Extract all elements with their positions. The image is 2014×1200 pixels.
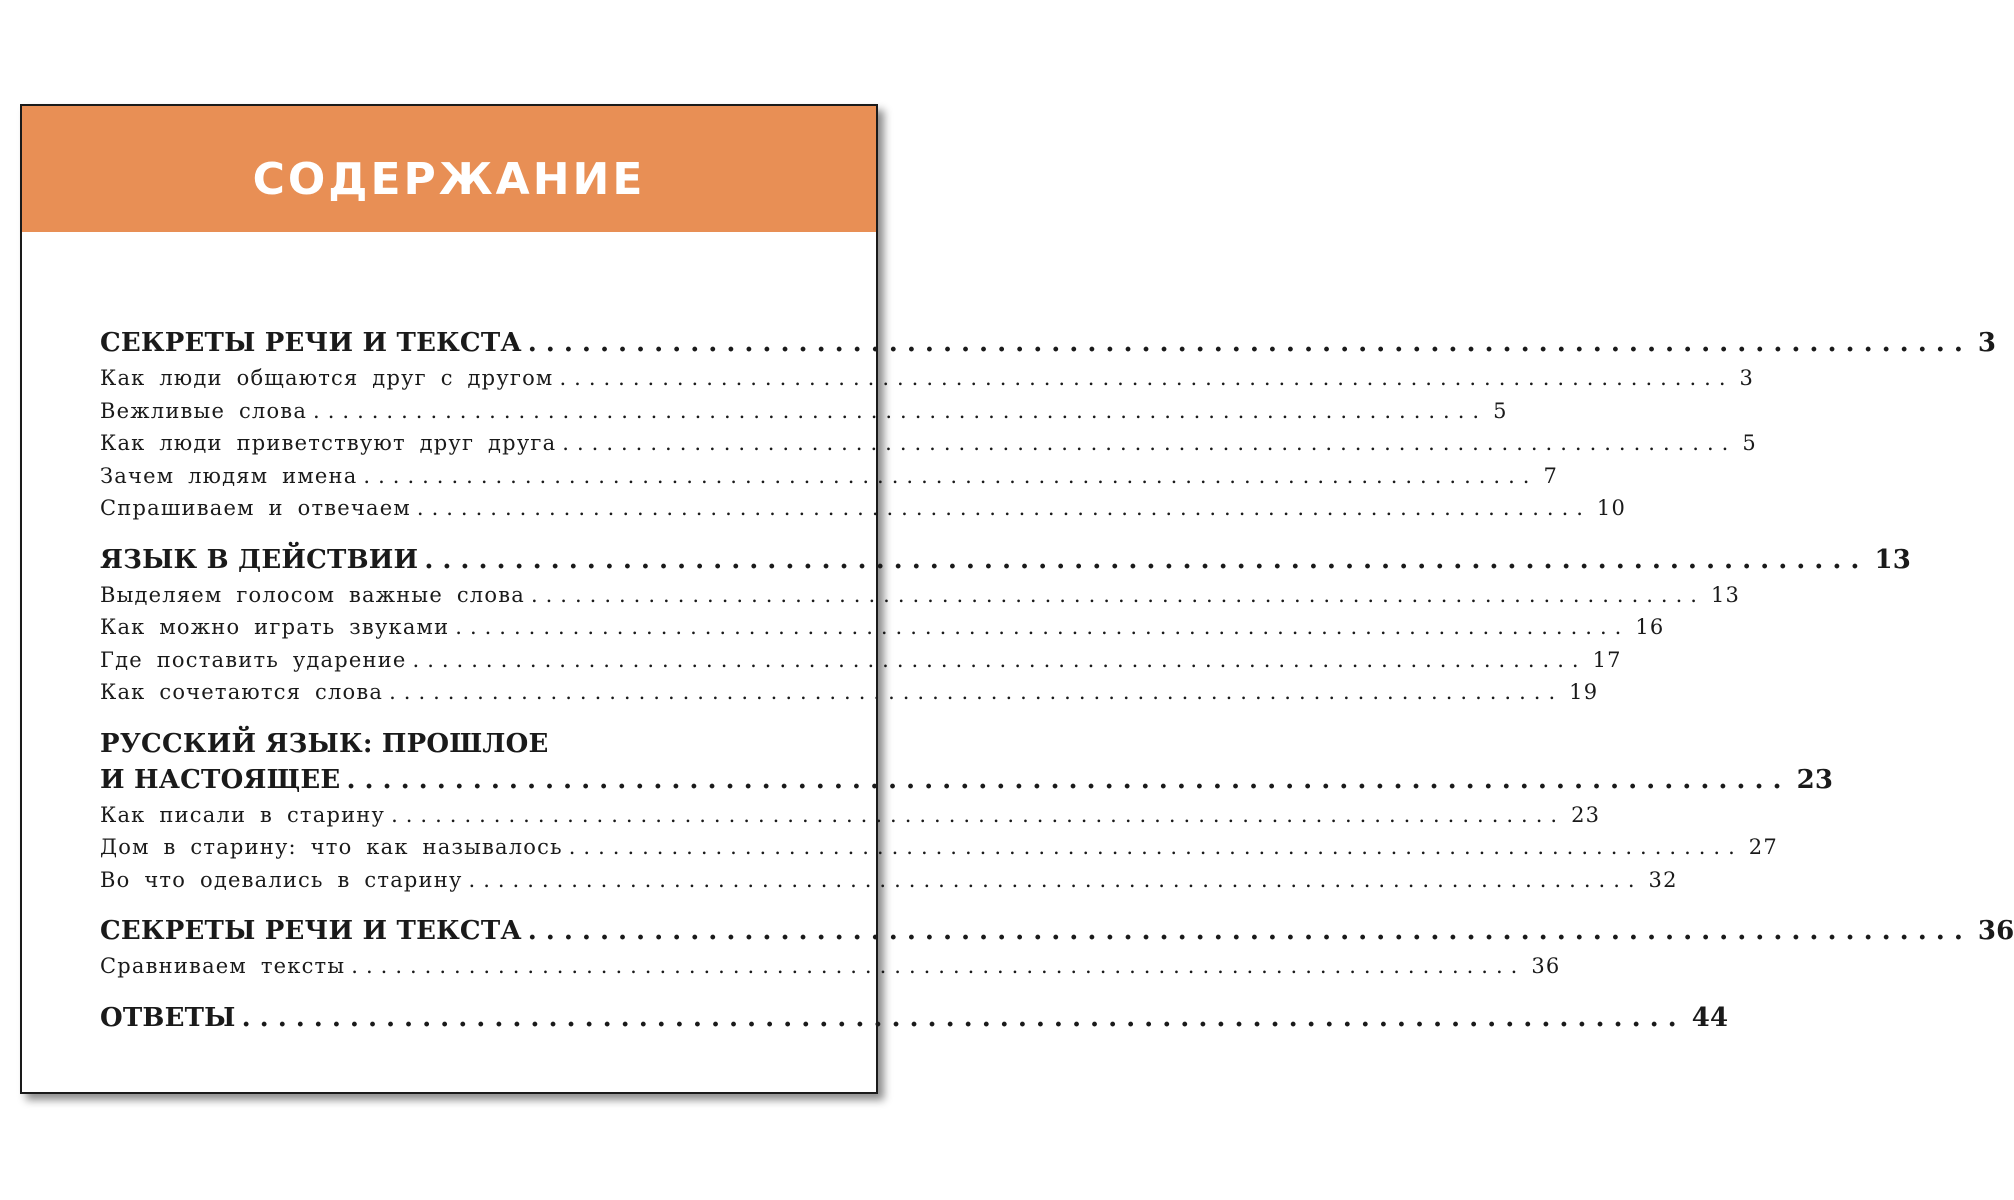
toc-entry[interactable] [100,366,1755,399]
toc-section [100,544,1912,713]
entry-title: Как писали в старину [100,802,386,827]
page-title: СОДЕРЖАНИЕ [252,154,646,205]
table-of-contents [100,328,2014,1057]
entry-title: Выделяем голосом важные слова [100,582,525,607]
dot-leader: ................................................................................ [527,328,1972,358]
toc-section [100,1002,1729,1041]
toc-section-heading[interactable] [100,916,2014,954]
toc-entry[interactable] [100,680,1599,713]
entry-title: Во что одевались в старину [100,867,463,892]
entry-title: Спрашиваем и отвечаем [100,496,411,520]
section-title: СЕКРЕТЫ РЕЧИ И ТЕКСТА [100,328,522,358]
toc-section-heading[interactable] [100,544,1912,583]
entry-title: Как люди приветствуют друг друга [100,431,557,455]
dot-leader: ................................................................................ [424,544,1869,575]
section-title: СЕКРЕТЫ РЕЧИ И ТЕКСТА [100,916,522,946]
entry-title: Зачем людям имена [100,463,358,488]
section-title: И НАСТОЯЩЕЕ [100,764,341,795]
toc-entry[interactable] [100,582,1741,616]
page-number: 36 [1977,916,2014,946]
dot-leader: ................................................................................ [568,835,1743,859]
entry-title: Сравниваем тексты [100,954,346,978]
page-number: 13 [1710,582,1741,607]
page-number: 23 [1571,802,1601,827]
dot-leader: ................................................................................ [363,463,1538,488]
toc-section-heading[interactable] [100,1002,1729,1041]
dot-leader: ................................................................................ [468,867,1643,892]
page-number: 5 [1493,398,1508,423]
toc-entry[interactable] [100,647,1622,681]
dot-leader: ................................................................................ [416,496,1591,520]
entry-title: Где поставить ударение [100,647,407,672]
dot-leader: ................................................................................ [351,954,1526,978]
dot-leader: ................................................................................ [391,802,1566,827]
page-number: 44 [1691,1002,1729,1033]
entry-title: Как люди общаются друг с другом [100,366,554,390]
page-number: 13 [1874,544,1912,575]
page-number: 19 [1569,680,1599,704]
toc-entry[interactable] [100,867,1678,901]
dot-leader: ................................................................................ [346,764,1791,795]
page-number: 10 [1596,496,1627,520]
toc-section-heading-line1[interactable] [100,729,802,765]
page-number: 3 [1739,366,1755,390]
page-number: 36 [1531,954,1561,978]
section-title: ЯЗЫК В ДЕЙСТВИИ [100,544,419,575]
toc-section [100,328,1997,529]
toc-entry[interactable] [100,835,1778,868]
toc-entry[interactable] [100,615,1665,648]
toc-entry[interactable] [100,398,1508,432]
page-number: 32 [1648,867,1678,892]
entry-title: Как сочетаются слова [100,680,384,704]
dot-leader: ................................................................................ [412,647,1587,672]
page-number: 17 [1592,647,1622,672]
section-title: РУССКИЙ ЯЗЫК: ПРОШЛОЕ [100,728,549,759]
page-number: 23 [1796,764,1834,795]
dot-leader: ................................................................................ [241,1002,1686,1033]
toc-entry[interactable] [100,431,1757,464]
page-number: 5 [1742,431,1757,455]
page-card [20,104,2014,1094]
header-band [22,106,876,232]
dot-leader: ................................................................................ [527,916,1972,946]
dot-leader: ................................................................................ [455,615,1630,639]
toc-section-heading[interactable] [100,764,1834,803]
dot-leader: ................................................................................ [562,431,1737,455]
section-title: ОТВЕТЫ [100,1002,236,1033]
dot-leader: ................................................................................ [559,366,1734,390]
page-number: 3 [1977,328,1997,358]
entry-title: Вежливые слова [100,398,308,423]
dot-leader: ................................................................................ [530,582,1705,607]
dot-leader: ................................................................................ [313,398,1488,423]
dot-leader: ................................................................................ [389,680,1564,704]
page-number: 27 [1748,835,1778,859]
toc-entry[interactable] [100,954,1561,987]
page-number: 7 [1543,463,1559,488]
toc-entry[interactable] [100,463,1559,497]
entry-title: Дом в старину: что как называлось [100,835,563,859]
toc-entry[interactable] [100,802,1601,836]
toc-section-heading[interactable] [100,328,1997,366]
toc-section [100,728,1834,901]
toc-entry[interactable] [100,496,1627,529]
page-number: 16 [1635,615,1665,639]
toc-section [100,916,2014,987]
entry-title: Как можно играть звуками [100,615,450,639]
